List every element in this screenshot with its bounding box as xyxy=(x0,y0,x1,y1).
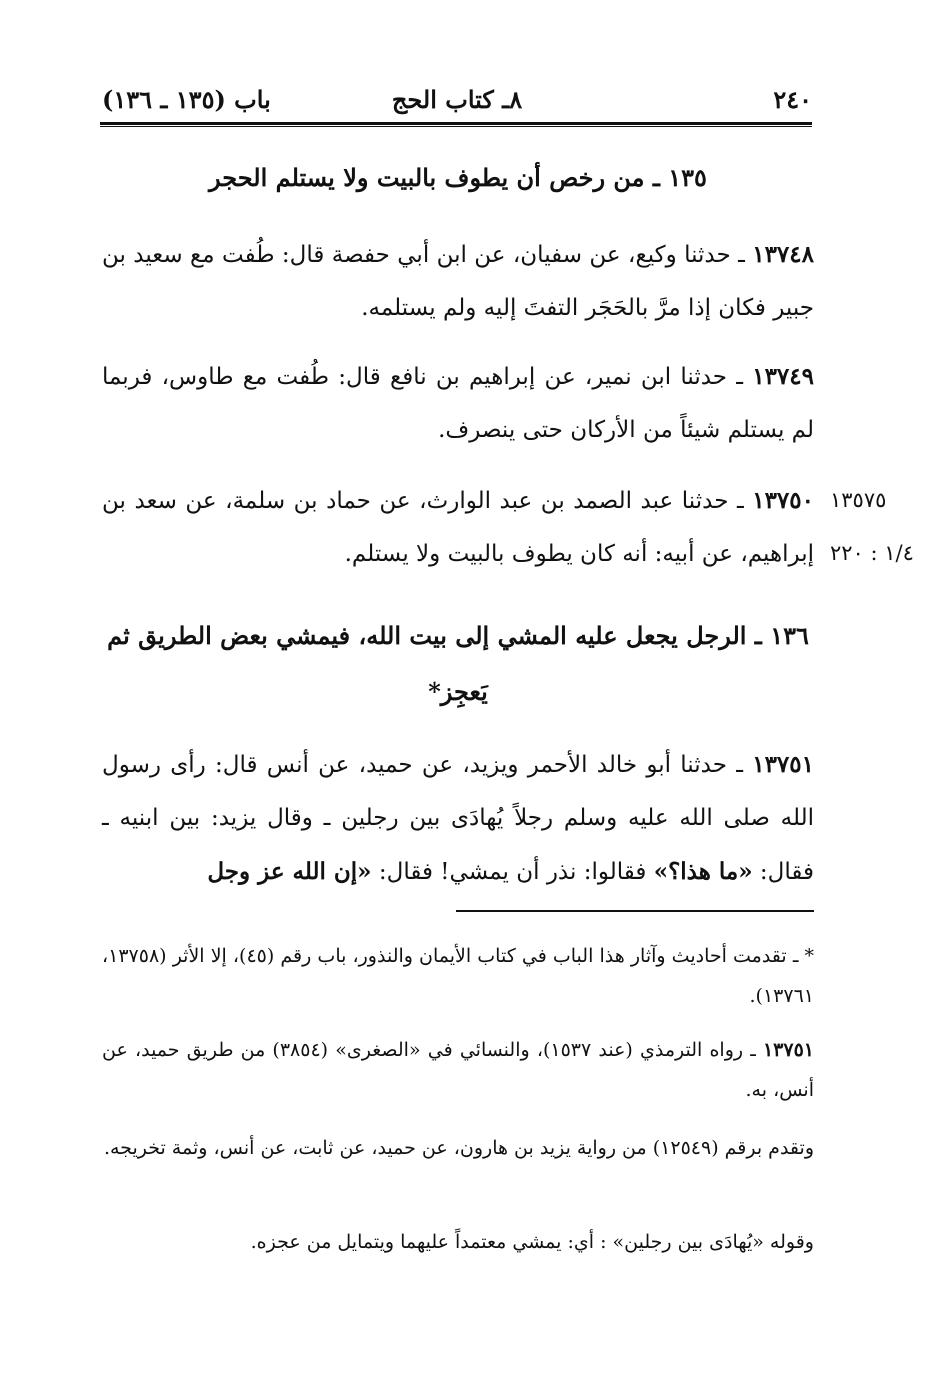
hadith-text-continued: فقالوا: نذر أن يمشي! فقال: xyxy=(371,859,654,885)
footnote-star: * ـ تقدمت أحاديث وآثار هذا الباب في كتاب الأيمان والنذور، باب رقم (٤٥)، إلا الأثر (١٣٧٥٨، ١٣٧٦١). xyxy=(102,945,814,1007)
footnote-13751 xyxy=(102,1030,814,1110)
hadith-13748 xyxy=(102,228,814,335)
hadith-text: ـ حدثنا وكيع، عن سفيان، عن ابن أبي حفصة قال: طُفت مع سعيد بن جبير فكان إذا مرَّ بالحَجَر التفتَ إليه ولم يستلمه. xyxy=(102,242,814,321)
header-rule xyxy=(100,122,812,127)
section-136-heading: ١٣٦ ـ الرجل يجعل عليه المشي إلى بيت الله، فيمشي بعض الطريق ثم يَعجِز* xyxy=(107,621,809,706)
footnote-3: وقوله «يُهادَى بين رجلين» : أي: يمشي معتمداً عليهما ويتمايل من عجزه. xyxy=(250,1231,814,1253)
book-title: ٨ـ كتاب الحج xyxy=(391,85,523,114)
footnote-rule xyxy=(456,910,814,912)
prophet-quote-continued: «إن الله عز وجل xyxy=(207,858,372,885)
hadith-number: ١٣٧٥١ xyxy=(752,751,814,778)
hadith-text: ـ حدثنا ابن نمير، عن إبراهيم بن نافع قال: طُفت مع طاوس، فربما لم يستلم شيئاً من الأركان حتى ينصرف. xyxy=(102,364,814,443)
hadith-text: ـ حدثنا أبو خالد الأحمر ويزيد، عن حميد، عن أنس قال: رأى رسول الله صلى الله عليه وسلم رجلاً يُهادَى بين رجلين ـ وقال يزيد: بين ابنيه ـ فقال: xyxy=(102,752,814,885)
page-number: ٢٤٠ xyxy=(773,85,812,114)
footnote-2: وتقدم برقم (١٢٥٤٩) من رواية يزيد بن هارون، عن حميد، عن ثابت، عن أنس، وثمة تخريجه. xyxy=(103,1137,814,1159)
footnote-number: ١٣٧٥١ xyxy=(762,1039,814,1061)
chapter-range: باب (١٣٥ ـ ١٣٦) xyxy=(102,85,271,114)
hadith-number: ١٣٧٤٩ xyxy=(752,363,814,390)
running-header xyxy=(102,80,812,120)
hadith-text: ـ حدثنا عبد الصمد بن عبد الوارث، عن حماد بن سلمة، عن سعد بن إبراهيم، عن أبيه: أنه كان يطوف بالبيت ولا يستلم. xyxy=(102,488,814,567)
footnote-text: ـ رواه الترمذي (عند ١٥٣٧)، والنسائي في «الصغرى» (٣٨٥٤) من طريق حميد، عن أنس، به. xyxy=(102,1039,814,1101)
margin-reference-2: ١/٤ : ٢٢٠ xyxy=(830,541,914,565)
hadith-13751 xyxy=(102,738,814,899)
hadith-13750 xyxy=(102,474,814,581)
margin-reference-1: ١٣٥٧٥ xyxy=(830,488,887,512)
hadith-13749 xyxy=(102,350,814,457)
hadith-number: ١٣٧٤٨ xyxy=(752,241,814,268)
section-135-heading: ١٣٥ ـ من رخص أن يطوف بالبيت ولا يستلم الحجر xyxy=(209,163,707,192)
prophet-quote: «ما هذا؟» xyxy=(653,858,753,885)
hadith-number: ١٣٧٥٠ xyxy=(752,487,814,514)
